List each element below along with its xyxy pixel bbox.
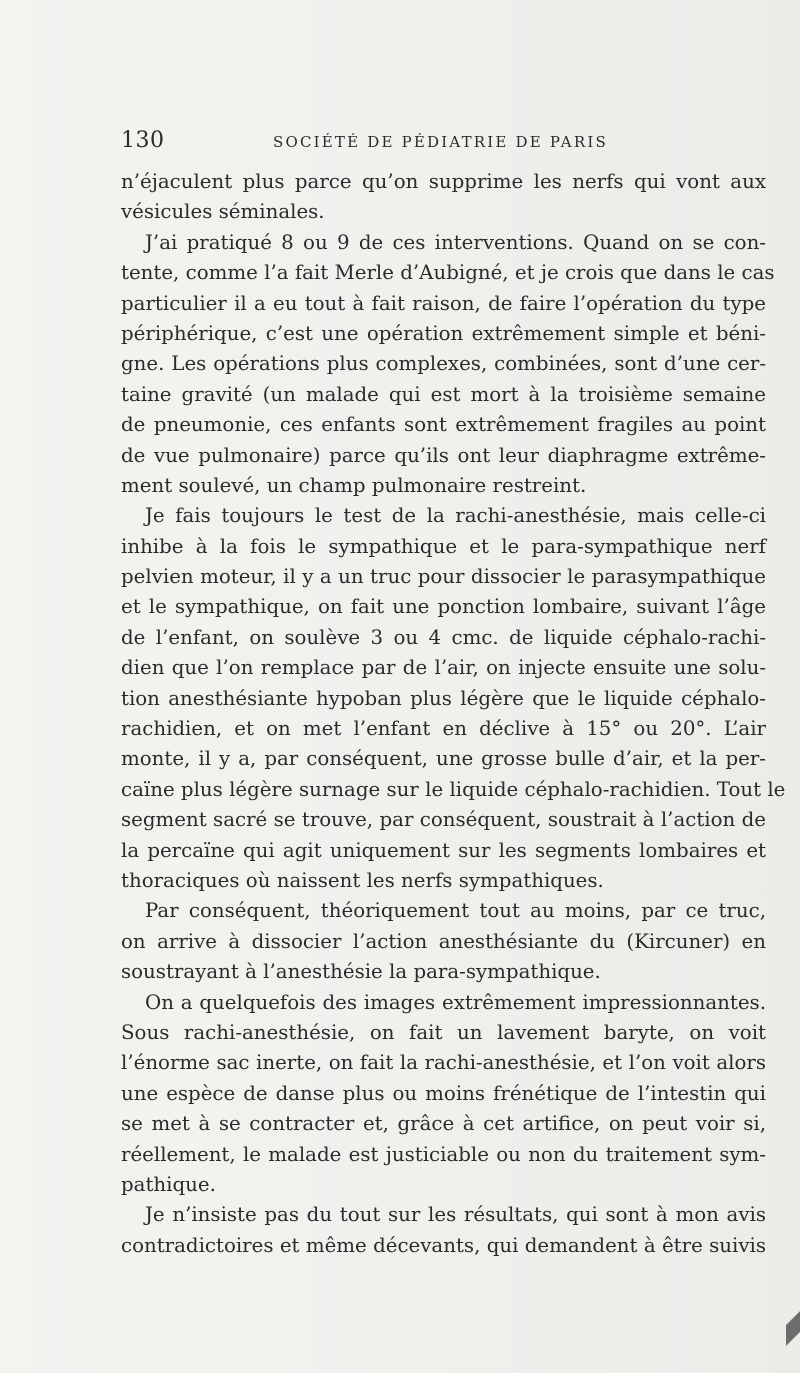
text-line: Je fais toujours le test de la rachi-anesthésie, mais celle-ci <box>145 504 766 528</box>
text-line: de vue pulmonaire) parce qu’ils ont leur diaphragme extrême- <box>121 443 766 467</box>
text-line: rachidien, et on met l’enfant en déclive à 15° ou 20°. L’air <box>121 717 766 741</box>
text-line: dien que l’on remplace par de l’air, on injecte ensuite une solu- <box>121 656 766 680</box>
text-line: Sous rachi-anesthésie, on fait un lavement baryte, on voit <box>121 1020 766 1044</box>
text-line: pathique. <box>121 1172 216 1196</box>
text-line: segment sacré se trouve, par conséquent, soustrait à l’action de <box>121 808 766 832</box>
text-line: soustrayant à l’anesthésie la para-sympathique. <box>121 960 601 984</box>
text-line: particulier il a eu tout à fait raison, de faire l’opération du type <box>121 291 766 315</box>
text-line: Je n’insiste pas du tout sur les résultats, qui sont à mon avis <box>145 1203 766 1227</box>
text-line: on arrive à dissocier l’action anesthésiante du (Kircuner) en <box>121 929 766 953</box>
text-line: périphérique, c’est une opération extrêmement simple et béni- <box>121 321 766 345</box>
text-line: une espèce de danse plus ou moins frénétique de l’intestin qui <box>121 1081 766 1105</box>
text-line: tion anesthésiante hypoban plus légère que le liquide céphalo- <box>121 686 766 710</box>
body-text <box>121 167 786 1261</box>
running-head: SOCIÉTÉ DE PÉDIATRIE DE PARIS <box>273 133 608 151</box>
page-header <box>121 128 661 158</box>
page-number: 130 <box>121 128 165 153</box>
text-line: monte, il y a, par conséquent, une grosse bulle d’air, et la per- <box>121 747 766 771</box>
text-line: thoraciques où naissent les nerfs sympathiques. <box>121 868 604 892</box>
text-line: inhibe à la fois le sympathique et le para-sympathique nerf <box>121 534 766 558</box>
page-edge-mark <box>786 1283 800 1373</box>
text-line: J’ai pratiqué 8 ou 9 de ces interventions. Quand on se con- <box>145 230 766 254</box>
text-line: l’énorme sac inerte, on fait la rachi-anesthésie, et l’on voit alors <box>121 1051 766 1075</box>
text-line: vésicules séminales. <box>121 200 325 224</box>
text-line: caïne plus légère surnage sur le liquide céphalo-rachidien. Tout le <box>121 777 786 801</box>
text-line: la percaïne qui agit uniquement sur les segments lombaires et <box>121 838 766 862</box>
text-line: se met à se contracter et, grâce à cet artifice, on peut voir si, <box>121 1112 766 1136</box>
text-line: contradictoires et même décevants, qui demandent à être suivis <box>121 1233 766 1257</box>
text-line: On a quelquefois des images extrêmement impressionnantes. <box>145 990 766 1014</box>
text-line: tente, comme l’a fait Merle d’Aubigné, et je crois que dans le cas <box>121 261 775 285</box>
text-line: ment soulevé, un champ pulmonaire restreint. <box>121 473 587 497</box>
text-line: taine gravité (un malade qui est mort à la troisième semaine <box>121 382 766 406</box>
text-line: réellement, le malade est justiciable ou non du traitement sym- <box>121 1142 766 1166</box>
text-line: Par conséquent, théoriquement tout au moins, par ce truc, <box>145 899 766 923</box>
text-line: et le sympathique, on fait une ponction lombaire, suivant l’âge <box>121 595 766 619</box>
text-line: n’éjaculent plus parce qu’on supprime les nerfs qui vont aux <box>121 170 766 193</box>
text-line: de pneumonie, ces enfants sont extrêmement fragiles au point <box>121 413 766 437</box>
text-line: gne. Les opérations plus complexes, combinées, sont d’une cer- <box>121 352 766 376</box>
text-line: de l’enfant, on soulève 3 ou 4 cmc. de liquide céphalo-rachi- <box>121 625 766 649</box>
text-line: pelvien moteur, il y a un truc pour dissocier le parasympathique <box>121 565 766 589</box>
